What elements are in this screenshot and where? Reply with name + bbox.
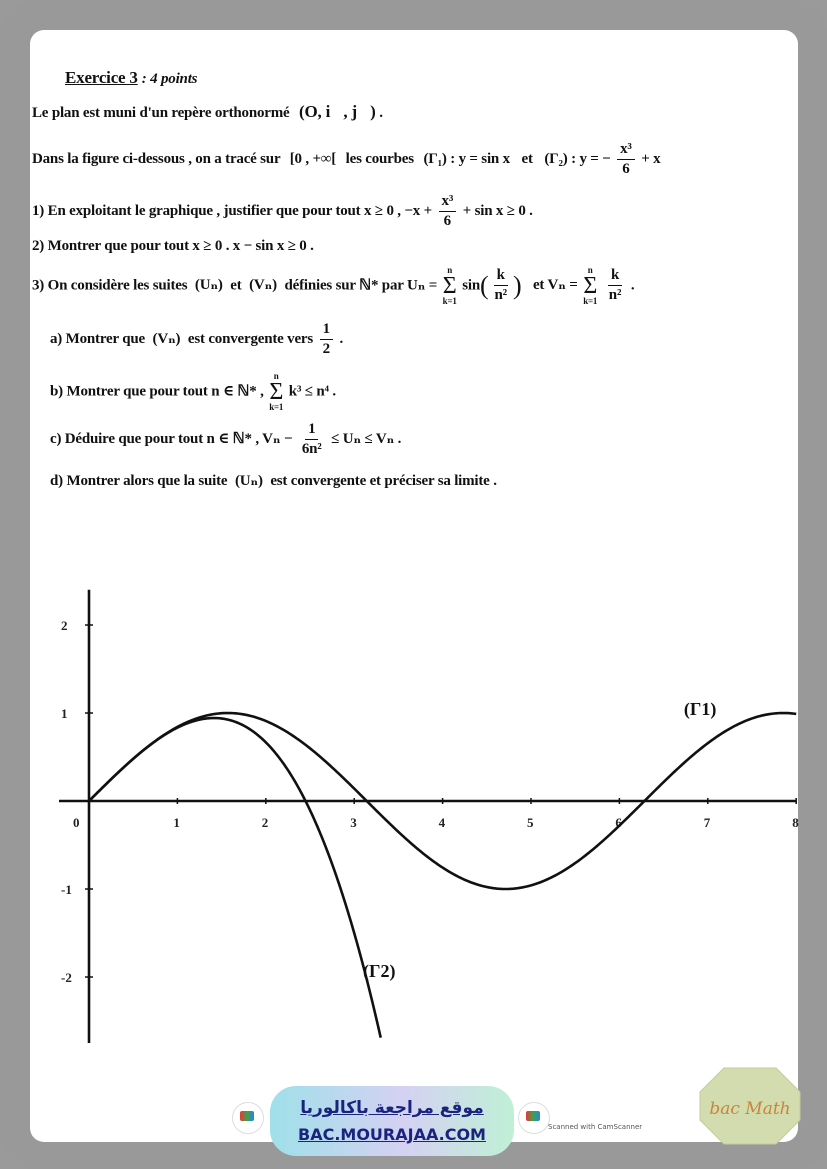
question-3: 3) On considère les suites (Uₙ) et (Vₙ) définies sur ℕ* par Uₙ = n Σ k=1 sin( $\frac{k}{\text{n²}}$ ) et Vₙ = n Σ k=1 $\frac{k}{\text{n²}}$ . [32, 265, 635, 307]
x-tick-label: 2 [261, 815, 269, 830]
fraction: $\frac{k}{\text{n²}}$ [608, 267, 622, 304]
x-tick-label: 4 [438, 815, 446, 830]
x-tick-label: 0 [73, 815, 80, 830]
gamma1-label: (Γ1) [683, 698, 717, 719]
fraction: $\frac{1}{\text{6n²}}$ [301, 421, 322, 457]
exam-paper [30, 30, 798, 1142]
gamma2-equation: (Γ₂) : y = − [544, 150, 611, 167]
fraction: $\frac{1}{2}$ [320, 322, 333, 357]
left-logo-icon [232, 1102, 264, 1134]
question-3b: b) Montrer que pour tout n ∈ ℕ* , n Σ k=1 k³ ≤ n⁴ . [50, 371, 336, 413]
axes [59, 590, 796, 1043]
y-tick-label: -2 [61, 970, 72, 985]
curve-labels [363, 699, 716, 982]
curves [89, 713, 796, 1038]
question-1: 1) En exploitant le graphique , justifier que pour tout x ≥ 0 , −x + $\frac{\text{x³}}{6}$ + sin x ≥ 0 . [32, 193, 533, 229]
bacmath-logo [698, 1066, 802, 1146]
right-logo-icon [518, 1102, 550, 1134]
y-tick-label: -1 [61, 882, 72, 897]
interval: [0 , +∞[ [289, 150, 337, 167]
x-tick-label: 8 [792, 815, 799, 830]
y-tick-label: 1 [61, 706, 68, 721]
function-graph [30, 30, 798, 1142]
question-3d: d) Montrer alors que la suite (Uₙ) est convergente et préciser sa limite . [50, 473, 497, 489]
question-3c: c) Déduire que pour tout n ∈ ℕ* , Vₙ − $\frac{1}{\text{6n²}}$ ≤ Uₙ ≤ Vₙ . [50, 421, 402, 457]
x-tick-label: 6 [615, 815, 622, 830]
exercise-points: : 4 points [141, 71, 198, 87]
x-tick-label: 3 [350, 815, 357, 830]
site-name-arabic[interactable]: موقع مراجعة باكالوريا [300, 1098, 484, 1118]
x-tick-label: 5 [527, 815, 534, 830]
sum-symbol: n Σ k=1 [583, 265, 598, 307]
x-tick-label: 7 [703, 815, 711, 830]
question-3a: a) Montrer que (Vₙ) est convergente vers $\frac{1}{2}$ . [50, 321, 344, 357]
curve-gamma2 [89, 718, 381, 1038]
site-name-latin[interactable]: BAC.MOURAJAA.COM [298, 1125, 486, 1144]
frame-notation: (O, i⃗, j⃗) [299, 102, 376, 121]
scanner-watermark: Scanned with CamScanner [548, 1123, 643, 1131]
statement-line-1: Le plan est muni d'un repère orthonormé (O, i⃗, j⃗) . [32, 102, 383, 121]
fraction: $\frac{k}{\text{n²}}$ [494, 267, 507, 304]
fraction: $\frac{\text{x³}}{6}$ [617, 142, 635, 177]
y-tick-label: 2 [61, 618, 68, 633]
fraction: $\frac{\text{x³}}{6}$ [439, 194, 457, 229]
gamma1-equation: (Γ₁) : y = sin x [423, 150, 510, 167]
sum-symbol: n Σ k=1 [269, 371, 284, 413]
exercise-title: Exercice 3 [65, 68, 138, 87]
statement-line-2: Dans la figure ci-dessous , on a tracé sur [0 , +∞[ les courbes (Γ₁) : y = sin x et (Γ₂) : y = − $\frac{\text{x³}}{6}$ + x [32, 141, 661, 177]
sum-symbol: n Σ k=1 [442, 265, 457, 307]
gamma2-label: (Γ2) [363, 961, 396, 981]
site-badge[interactable] [270, 1086, 514, 1156]
x-tick-label: 1 [173, 815, 180, 830]
bacmath-logo-text: bac Math [709, 1099, 791, 1119]
question-2: 2) Montrer que pour tout x ≥ 0 . x − sin x ≥ 0 . [32, 238, 314, 254]
